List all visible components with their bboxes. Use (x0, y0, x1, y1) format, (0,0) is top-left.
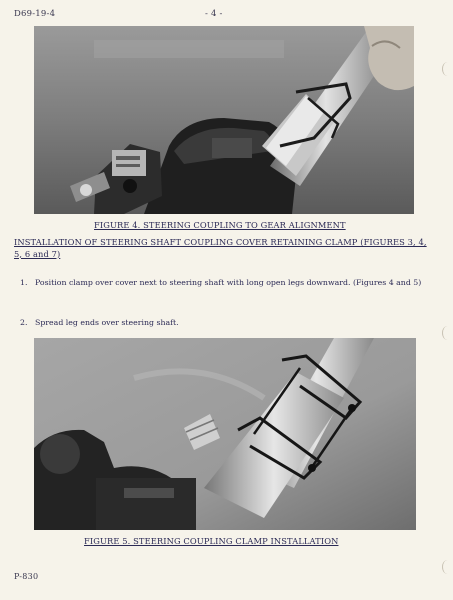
figure-5-caption: FIGURE 5. STEERING COUPLING CLAMP INSTALLATION (84, 536, 339, 546)
figure-5-photo (34, 338, 416, 530)
step-2 (20, 317, 435, 329)
figure-4-photo (34, 26, 414, 214)
binder-edge-mark (442, 326, 453, 340)
step-1 (20, 277, 435, 301)
step-1-number: 1. (20, 278, 28, 287)
step-2-number: 2. (20, 318, 28, 327)
step-2-text: Spread leg ends over steering shaft. (35, 318, 179, 327)
binder-edge-mark (442, 560, 453, 574)
page-number: - 4 - (205, 9, 223, 19)
steering-gear-alignment-illustration (34, 26, 414, 214)
footer-code: P-830 (14, 572, 39, 581)
section-title: INSTALLATION OF STEERING SHAFT COUPLING COVER RETAINING CLAMP (FIGURES 3, 4, 5, 6 and 7) (14, 237, 427, 259)
document-id: D69-19-4 (14, 9, 56, 19)
figure-4-caption: FIGURE 4. STEERING COUPLING TO GEAR ALIGNMENT (94, 220, 346, 230)
binder-edge-mark (442, 62, 453, 76)
coupling-clamp-installation-illustration (34, 338, 416, 530)
step-1-text: Position clamp over cover next to steering shaft with long open legs downward. (Figures 4 and 5) (35, 278, 422, 287)
